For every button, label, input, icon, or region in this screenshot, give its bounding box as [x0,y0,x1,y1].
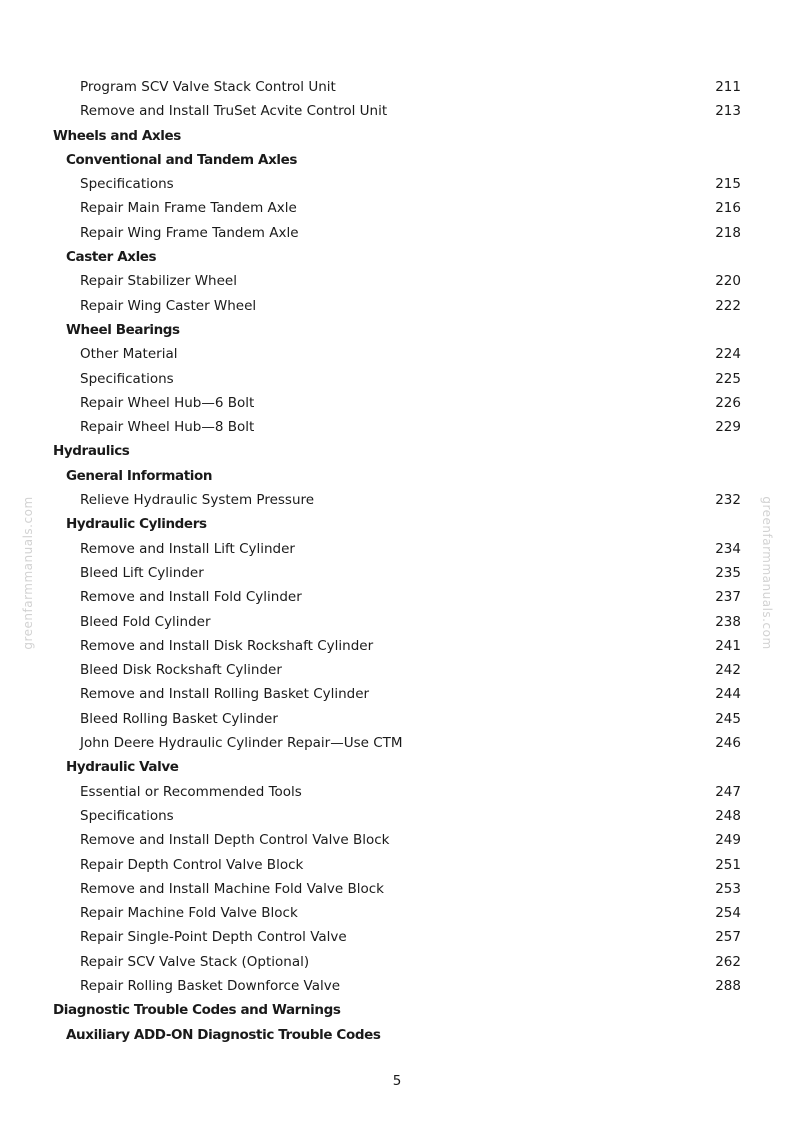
toc-entry[interactable] [0,391,794,415]
toc-entry-title: Bleed Disk Rockshaft Cylinder [80,662,282,679]
toc-entry[interactable] [0,196,794,220]
toc-entry-title: Hydraulics [53,443,130,460]
toc-entry[interactable] [0,610,794,634]
toc-entry-title: John Deere Hydraulic Cylinder Repair—Use CTM [80,735,403,752]
toc-entry-title: Repair Stabilizer Wheel [80,273,237,290]
toc-entry-title: Repair Rolling Basket Downforce Valve [80,977,341,994]
toc-entry[interactable] [0,585,794,609]
toc-entry[interactable] [0,682,794,706]
toc-entry-page-number: 213 [715,103,741,120]
toc-entry-page-number: 222 [715,297,741,314]
toc-entry-page-number: 245 [715,710,741,727]
toc-entry-page-number: 229 [715,419,741,436]
toc-entry-page-number: 246 [715,735,741,752]
watermark-right: greenfarmmanuals.com [760,496,774,650]
toc-entry-page-number: 254 [715,905,741,922]
toc-entry-title: Repair Wing Frame Tandem Axle [80,224,299,241]
toc-entry[interactable] [0,99,794,123]
toc-entry-title: Specifications [80,176,174,193]
toc-entry-title: Remove and Install TruSet Acvite Control Unit [80,103,388,120]
toc-entry[interactable] [0,925,794,949]
toc-entry-title: Remove and Install Disk Rockshaft Cylinder [80,637,374,654]
toc-entry-title: Bleed Rolling Basket Cylinder [80,710,278,727]
toc-entry-page-number: 216 [715,200,741,217]
toc-entry-title: Wheel Bearings [66,321,180,338]
toc-entry-title: Specifications [80,807,174,824]
toc-subsection-heading [0,755,794,779]
toc-entry-title: Remove and Install Rolling Basket Cylinder [80,686,370,703]
watermark-left: greenfarmmanuals.com [21,496,35,650]
toc-entry-page-number: 215 [715,176,741,193]
toc-entry[interactable] [0,950,794,974]
toc-subsection-heading [0,1023,794,1047]
toc-entry-page-number: 262 [715,953,741,970]
toc-entry[interactable] [0,707,794,731]
toc-entry[interactable] [0,367,794,391]
toc-entry[interactable] [0,901,794,925]
toc-entry-title: Repair Single-Point Depth Control Valve [80,929,347,946]
toc-entry-page-number: 225 [715,370,741,387]
toc-entry-page-number: 257 [715,929,741,946]
toc-entry-title: Repair SCV Valve Stack (Optional) [80,953,310,970]
toc-entry-title: Remove and Install Fold Cylinder [80,589,302,606]
toc-section-heading [0,998,794,1022]
toc-subsection-heading [0,318,794,342]
page-number: 5 [392,1073,402,1089]
toc-entry-title: Remove and Install Machine Fold Valve Block [80,880,384,897]
toc-entry[interactable] [0,780,794,804]
toc-entry-page-number: 244 [715,686,741,703]
toc-entry[interactable] [0,294,794,318]
toc-entry-title: Repair Main Frame Tandem Axle [80,200,297,217]
toc-entry-title: Auxiliary ADD-ON Diagnostic Trouble Codes [66,1026,381,1043]
toc-entry-page-number: 235 [715,564,741,581]
toc-entry-title: Diagnostic Trouble Codes and Warnings [53,1002,341,1019]
toc-entry[interactable] [0,877,794,901]
toc-entry-title: Repair Wheel Hub—6 Bolt [80,394,255,411]
toc-entry[interactable] [0,561,794,585]
toc-entry-title: Bleed Fold Cylinder [80,613,211,630]
toc-subsection-heading [0,148,794,172]
table-of-contents [0,75,794,1047]
toc-entry-page-number: 253 [715,880,741,897]
toc-entry-page-number: 234 [715,540,741,557]
toc-section-heading [0,439,794,463]
toc-entry[interactable] [0,415,794,439]
toc-entry-title: Other Material [80,346,178,363]
toc-entry-title: Bleed Lift Cylinder [80,564,204,581]
toc-entry-title: General Information [66,467,213,484]
toc-entry-page-number: 238 [715,613,741,630]
toc-entry-page-number: 241 [715,637,741,654]
toc-section-heading [0,124,794,148]
toc-entry[interactable] [0,634,794,658]
toc-entry-page-number: 251 [715,856,741,873]
toc-entry-page-number: 232 [715,492,741,509]
toc-entry-title: Repair Machine Fold Valve Block [80,905,298,922]
toc-entry[interactable] [0,658,794,682]
toc-entry-page-number: 224 [715,346,741,363]
toc-subsection-heading [0,512,794,536]
toc-entry-page-number: 248 [715,807,741,824]
toc-entry-page-number: 218 [715,224,741,241]
toc-subsection-heading [0,245,794,269]
toc-entry-title: Hydraulic Valve [66,759,179,776]
toc-subsection-heading [0,464,794,488]
toc-entry-page-number: 220 [715,273,741,290]
toc-entry-title: Remove and Install Depth Control Valve Block [80,832,390,849]
toc-entry-page-number: 247 [715,783,741,800]
toc-entry-title: Program SCV Valve Stack Control Unit [80,79,336,95]
toc-entry-page-number: 226 [715,394,741,411]
toc-entry-page-number: 249 [715,832,741,849]
toc-entry-page-number: 242 [715,662,741,679]
toc-entry[interactable] [0,488,794,512]
toc-entry[interactable] [0,804,794,828]
toc-entry-title: Hydraulic Cylinders [66,516,207,533]
toc-entry-page-number: 211 [715,79,741,95]
toc-entry[interactable] [0,853,794,877]
toc-entry[interactable] [0,221,794,245]
toc-entry[interactable] [0,828,794,852]
toc-entry-title: Repair Wheel Hub—8 Bolt [80,419,255,436]
toc-entry[interactable] [0,75,794,99]
toc-entry-title: Caster Axles [66,249,157,266]
toc-entry-title: Remove and Install Lift Cylinder [80,540,295,557]
toc-entry-title: Conventional and Tandem Axles [66,151,297,168]
toc-entry-title: Essential or Recommended Tools [80,783,302,800]
toc-entry-title: Relieve Hydraulic System Pressure [80,492,315,509]
toc-entry-page-number: 237 [715,589,741,606]
toc-entry-title: Specifications [80,370,174,387]
toc-entry-title: Repair Depth Control Valve Block [80,856,304,873]
toc-entry[interactable] [0,342,794,366]
toc-entry[interactable] [0,731,794,755]
toc-entry-page-number: 288 [715,977,741,994]
toc-entry[interactable] [0,269,794,293]
toc-entry-title: Wheels and Axles [53,127,181,144]
toc-entry-title: Repair Wing Caster Wheel [80,297,257,314]
toc-entry[interactable] [0,974,794,998]
toc-entry[interactable] [0,537,794,561]
toc-entry[interactable] [0,172,794,196]
